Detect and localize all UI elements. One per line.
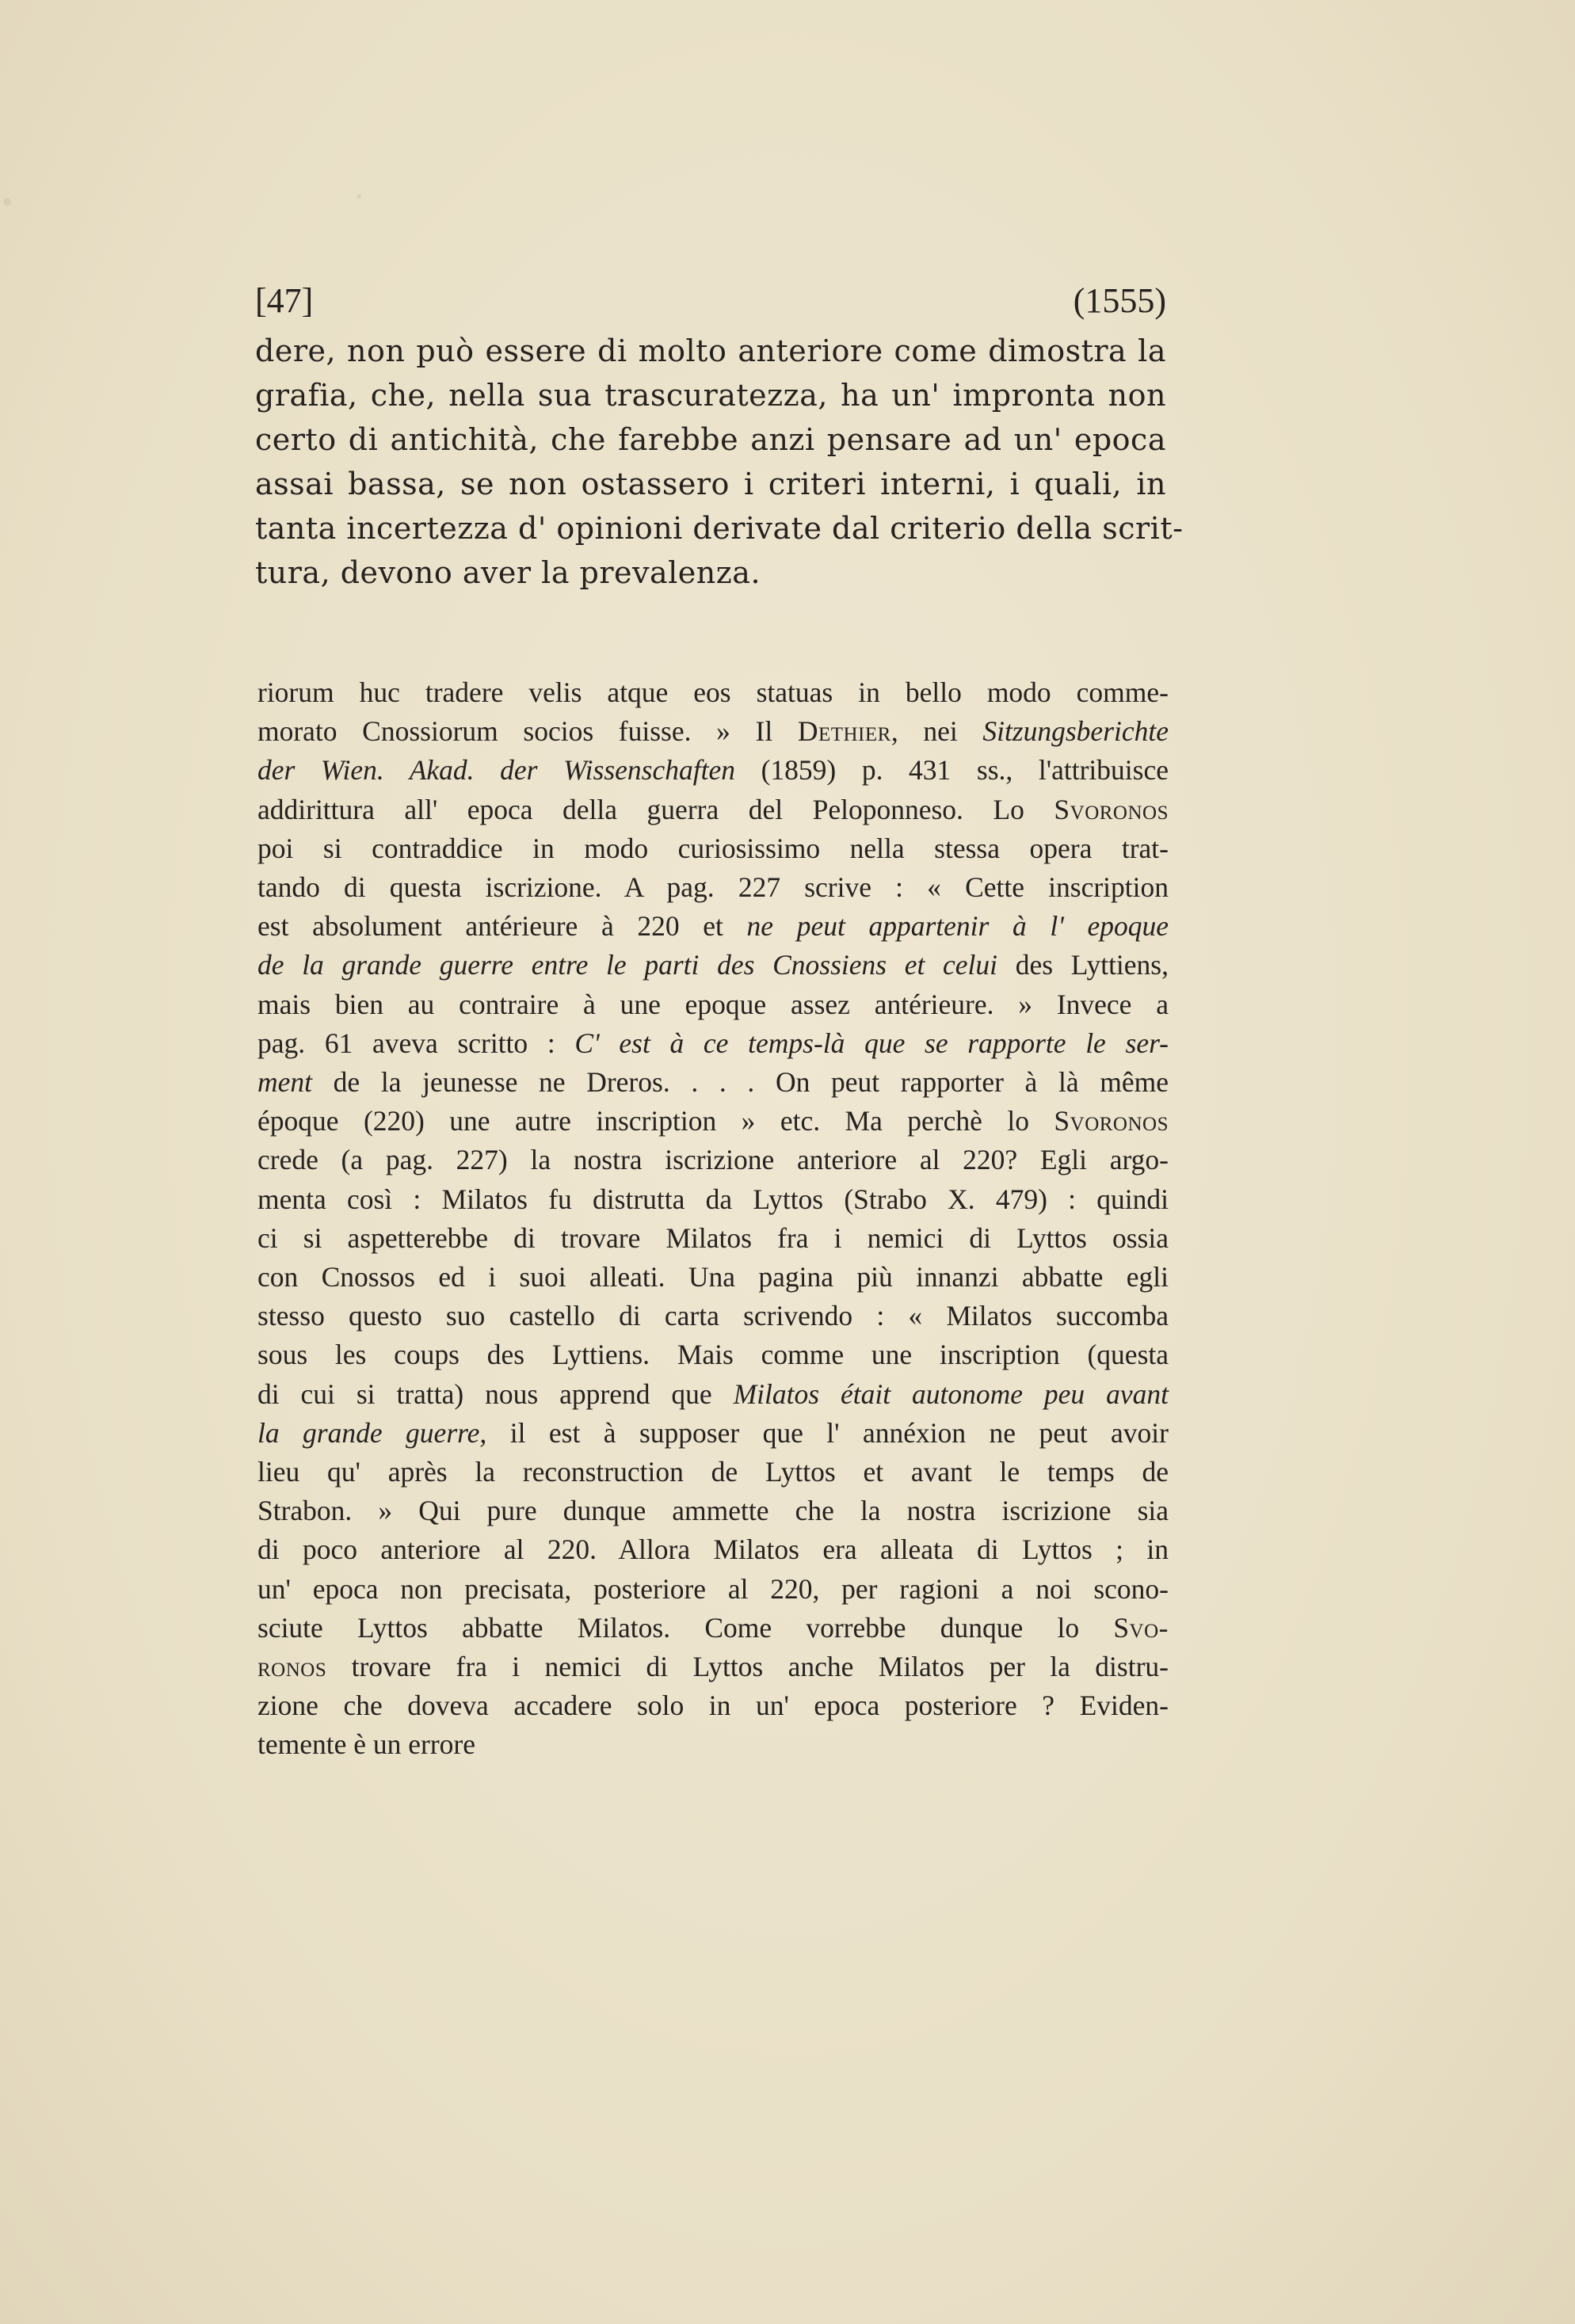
note-text: stesso questo suo castello di carta scrivendo : « Milatos succomba	[257, 1300, 1169, 1332]
quote-italic: ne peut appartenir à l' epoque	[746, 910, 1169, 943]
text-line: grafia, che, nella sua trascuratezza, ha un' impronta non	[255, 378, 1166, 413]
note-text: est absolument antérieure à 220 et	[257, 910, 747, 943]
note-text: des Lyttiens,	[997, 949, 1169, 981]
note-text: il est à supposer que l' annéxion ne peut avoir	[486, 1416, 1169, 1449]
paper-stain	[357, 194, 361, 199]
author-name: Svoronos	[1054, 1105, 1169, 1137]
note-line	[257, 1414, 1169, 1453]
page-number-right: (1555)	[1073, 281, 1166, 320]
note-line	[257, 1492, 1169, 1530]
footnote-block	[257, 673, 1169, 1765]
note-text: ci si aspetterebbe di trovare Milatos fra i nemici di Lyttos ossia	[257, 1221, 1169, 1254]
note-line	[257, 712, 1169, 751]
note-line	[257, 1180, 1169, 1219]
note-line	[257, 1024, 1169, 1063]
note-text: mais bien au contraire à une epoque assez antérieure. » Invece a	[257, 988, 1169, 1020]
text-line: certo di antichità, che farebbe anzi pensare ad un' epoca	[255, 422, 1166, 457]
note-text: temente è un errore	[257, 1728, 475, 1761]
paper-stain	[3, 198, 11, 206]
note-line	[257, 1609, 1169, 1648]
quote-italic: ment	[257, 1066, 313, 1099]
note-text: crede (a pag. 227) la nostra iscrizione anteriore al 220? Egli argo-	[257, 1144, 1169, 1176]
page-number-left: [47]	[255, 281, 314, 320]
note-line	[257, 946, 1169, 985]
note-text: con Cnossos ed i suoi alleati. Una pagina più innanzi abbatte egli	[257, 1261, 1169, 1293]
note-text: lieu qu' après la reconstruction de Lyttos et avant le temps de	[257, 1456, 1169, 1488]
quote-italic: Milatos était autonome peu avant	[733, 1377, 1169, 1410]
text-line: tura, devono aver la prevalenza.	[255, 555, 761, 590]
main-text-block	[255, 329, 1184, 595]
note-text: di cui si tratta) nous apprend que	[257, 1377, 734, 1410]
note-line	[257, 868, 1169, 907]
note-line	[257, 751, 1169, 790]
note-line	[257, 1335, 1169, 1374]
running-header	[255, 273, 1166, 329]
note-text: (1859) p. 431 ss., l'attribuisce	[734, 754, 1169, 787]
quote-italic: la grande guerre,	[257, 1416, 487, 1449]
note-line	[257, 1570, 1169, 1609]
note-line	[257, 1686, 1169, 1725]
note-line	[257, 907, 1169, 946]
note-line	[257, 1063, 1169, 1102]
text-line: dere, non può essere di molto anteriore come dimostra la	[255, 333, 1166, 368]
note-line	[257, 1530, 1169, 1569]
quote-italic: de la grande guerre entre le parti des Cnossiens et celui	[257, 949, 998, 981]
note-text: addirittura all' epoca della guerra del Peloponneso. Lo	[257, 793, 1054, 825]
note-line	[257, 1102, 1169, 1141]
author-name: Svo-	[1113, 1611, 1169, 1644]
note-text: trovare fra i nemici di Lyttos anche Milatos per la distru-	[326, 1651, 1169, 1683]
note-text: zione che doveva accadere solo in un' epoca posteriore ? Eviden-	[257, 1690, 1169, 1722]
note-line	[257, 1219, 1169, 1258]
note-text: riorum huc tradere velis atque eos statuas in bello modo comme-	[257, 676, 1169, 708]
note-text: poi si contraddice in modo curiosissimo nella stessa opera trat-	[257, 832, 1169, 864]
note-line	[257, 1375, 1169, 1414]
note-line	[257, 1258, 1169, 1297]
note-text: Strabon. » Qui pure dunque ammette che la nostra iscrizione sia	[257, 1495, 1169, 1527]
journal-title: der Wien. Akad. der Wissenschaften	[257, 754, 735, 787]
author-name: Svoronos	[1054, 793, 1169, 825]
author-name: Dethier	[797, 715, 891, 748]
note-text: morato Cnossiorum socios fuisse. » Il	[257, 715, 798, 748]
note-line	[257, 673, 1169, 712]
note-line	[257, 1725, 1169, 1764]
quote-italic: C' est à ce temps-là que se rapporte le ser-	[574, 1027, 1169, 1059]
note-line	[257, 985, 1169, 1024]
note-text: menta così : Milatos fu distrutta da Lyttos (Strabo X. 479) : quindi	[257, 1183, 1169, 1215]
note-text: époque (220) une autre inscription » etc. Ma perchè lo	[257, 1105, 1054, 1137]
note-text: pag. 61 aveva scritto :	[257, 1027, 575, 1059]
note-line	[257, 1141, 1169, 1179]
note-text: sous les coups des Lyttiens. Mais comme une inscription (questa	[257, 1339, 1169, 1371]
note-text: di poco anteriore al 220. Allora Milatos era alleata di Lyttos ; in	[257, 1533, 1169, 1566]
note-line	[257, 1648, 1169, 1686]
note-line	[257, 829, 1169, 868]
journal-title: Sitzungsberichte	[982, 715, 1169, 748]
author-name: ronos	[257, 1651, 327, 1683]
note-text: tando di questa iscrizione. A pag. 227 scrive : « Cette inscription	[257, 871, 1169, 904]
text-line: tanta incertezza d' opinioni derivate dal criterio della scrit-	[255, 511, 1184, 546]
note-text: sciute Lyttos abbatte Milatos. Come vorrebbe dunque lo	[257, 1611, 1114, 1644]
note-text: de la jeunesse ne Dreros. . . . On peut rapporter à là même	[312, 1066, 1169, 1099]
text-line: assai bassa, se non ostassero i criteri interni, i quali, in	[255, 467, 1166, 501]
note-text: un' epoca non precisata, posteriore al 220, per ragioni a noi scono-	[257, 1572, 1169, 1605]
note-line	[257, 1453, 1169, 1492]
note-line	[257, 1297, 1169, 1335]
note-text: , nei	[890, 715, 983, 748]
note-line	[257, 791, 1169, 829]
